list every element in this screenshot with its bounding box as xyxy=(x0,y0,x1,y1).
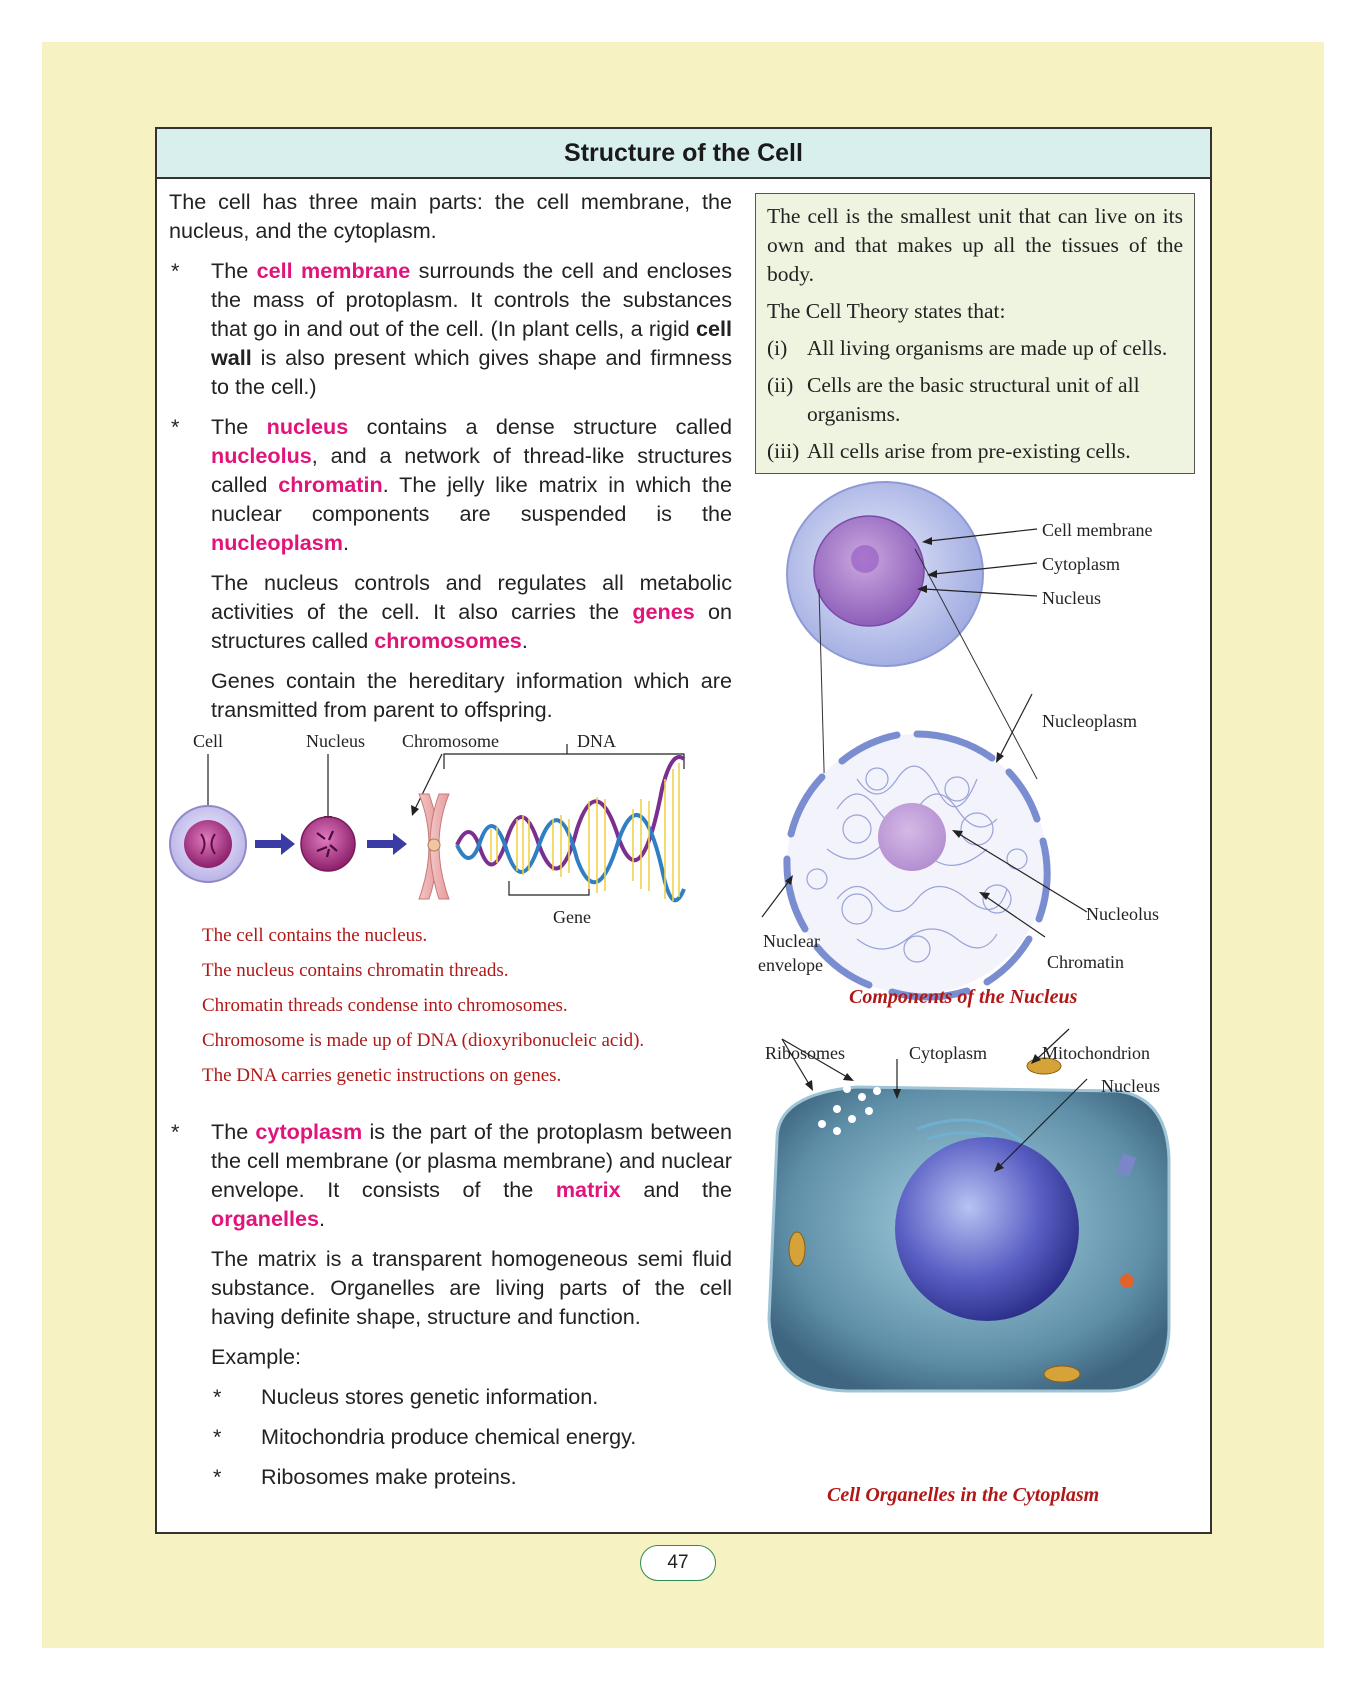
nucleus-text: The nucleus contains a dense structure called nucleolus, and a network of thread-like structures called chromatin. The jelly like matrix in which the nuclear components are suspended is the nucleoplasm. xyxy=(211,414,733,555)
keyword-organelles: organelles xyxy=(211,1206,320,1231)
keyword-cytoplasm: cytoplasm xyxy=(255,1119,363,1144)
keyword-cell-wall: cell wall xyxy=(211,316,732,370)
label-nucleus-2: Nucleus xyxy=(1101,1076,1160,1096)
label-mitochondrion: Mitochondrion xyxy=(1042,1043,1150,1063)
example-item: * Ribosomes make proteins. xyxy=(213,1464,517,1489)
label-gene: Gene xyxy=(553,907,591,927)
bullet-star: * xyxy=(171,258,180,283)
label-nucleus-small: Nucleus xyxy=(306,731,365,751)
organelle-figure-caption: Cell Organelles in the Cytoplasm xyxy=(827,1484,1100,1506)
example-item: * Nucleus stores genetic information. xyxy=(213,1384,599,1409)
theory-item: (ii) Cells are the basic structural unit of all organisms. xyxy=(767,373,1140,426)
theory-definition: The cell is the smallest unit that can live on its own and that makes up all the tissues of the body. xyxy=(767,204,1183,286)
label-ribosomes: Ribosomes xyxy=(765,1043,846,1063)
matrix-paragraph: The matrix is a transparent homogeneous semi fluid substance. Organelles are living parts of the cell having definite shape, structure and function. xyxy=(211,1246,732,1329)
membrane-text: The cell membrane surrounds the cell and encloses the mass of protoplasm. It controls the substances that go in and out of the cell. (In plant cells, a rigid cell wall is also present which gives shape and firmness to the cell.) xyxy=(211,258,732,399)
keyword-genes: genes xyxy=(632,599,695,624)
page-title: Structure of the Cell xyxy=(564,138,803,167)
dna-step-5: The DNA carries genetic instructions on genes. xyxy=(202,1065,562,1086)
label-nucleus: Nucleus xyxy=(1042,588,1101,608)
bullet-star: * xyxy=(171,1119,180,1144)
example-item: * Mitochondria produce chemical energy. xyxy=(213,1424,637,1449)
pointer-head xyxy=(843,1073,854,1081)
label-cytoplasm-2: Cytoplasm xyxy=(909,1043,988,1063)
lysosome-drawing xyxy=(1120,1274,1134,1288)
pointer-head xyxy=(805,1080,813,1091)
nucleus-figure-caption: Components of the Nucleus xyxy=(849,986,1078,1008)
cytoplasm-text: The cytoplasm is the part of the protoplasm between the cell membrane (or plasma membrane) and nuclear envelope. It consists of the matrix and the organelles. xyxy=(211,1119,733,1231)
label-cell-membrane: Cell membrane xyxy=(1042,520,1153,540)
controls-paragraph: The nucleus controls and regulates all metabolic activities of the cell. It also carries the genes on structures called chromosomes. xyxy=(211,570,732,653)
theory-item: (i) All living organisms are made up of cells. xyxy=(767,336,1168,360)
keyword-matrix: matrix xyxy=(555,1177,621,1202)
nucleus-drawing xyxy=(895,1137,1079,1321)
label-nucleoplasm: Nucleoplasm xyxy=(1042,711,1137,731)
intro-paragraph: The cell has three main parts: the cell membrane, the nucleus, and the cytoplasm. xyxy=(169,189,732,243)
bullet-star: * xyxy=(171,414,180,439)
keyword-nucleoplasm: nucleoplasm xyxy=(211,530,343,555)
label-nucleolus: Nucleolus xyxy=(1086,904,1159,924)
dna-step-3: Chromatin threads condense into chromosomes. xyxy=(202,995,568,1016)
label-chromosome: Chromosome xyxy=(402,731,499,751)
page-number xyxy=(640,1545,716,1581)
label-cytoplasm: Cytoplasm xyxy=(1042,554,1121,574)
keyword-nucleolus: nucleolus xyxy=(211,443,312,468)
label-cell: Cell xyxy=(193,731,223,751)
dna-step-2: The nucleus contains chromatin threads. xyxy=(202,960,509,981)
organelle-figure xyxy=(157,129,1214,1536)
label-envelope: envelope xyxy=(758,955,823,975)
page-number-text: 47 xyxy=(667,1552,689,1573)
example-label: Example: xyxy=(211,1344,302,1369)
theory-heading: The Cell Theory states that: xyxy=(767,299,1006,323)
label-chromatin: Chromatin xyxy=(1047,952,1124,972)
genes-paragraph: Genes contain the hereditary information which are transmitted from parent to offspring. xyxy=(211,668,732,722)
keyword-nucleus: nucleus xyxy=(266,414,349,439)
dna-step-4: Chromosome is made up of DNA (dioxyribonucleic acid). xyxy=(202,1030,645,1051)
content-frame xyxy=(155,127,1212,1534)
keyword-cell-membrane: cell membrane xyxy=(256,258,411,283)
keyword-chromatin: chromatin xyxy=(278,472,383,497)
theory-item: (iii) All cells arise from pre-existing cells. xyxy=(767,439,1131,463)
label-nuclear: Nuclear xyxy=(763,931,820,951)
dna-step-1: The cell contains the nucleus. xyxy=(202,925,428,946)
keyword-chromosomes: chromosomes xyxy=(374,628,522,653)
label-dna: DNA xyxy=(577,731,616,751)
